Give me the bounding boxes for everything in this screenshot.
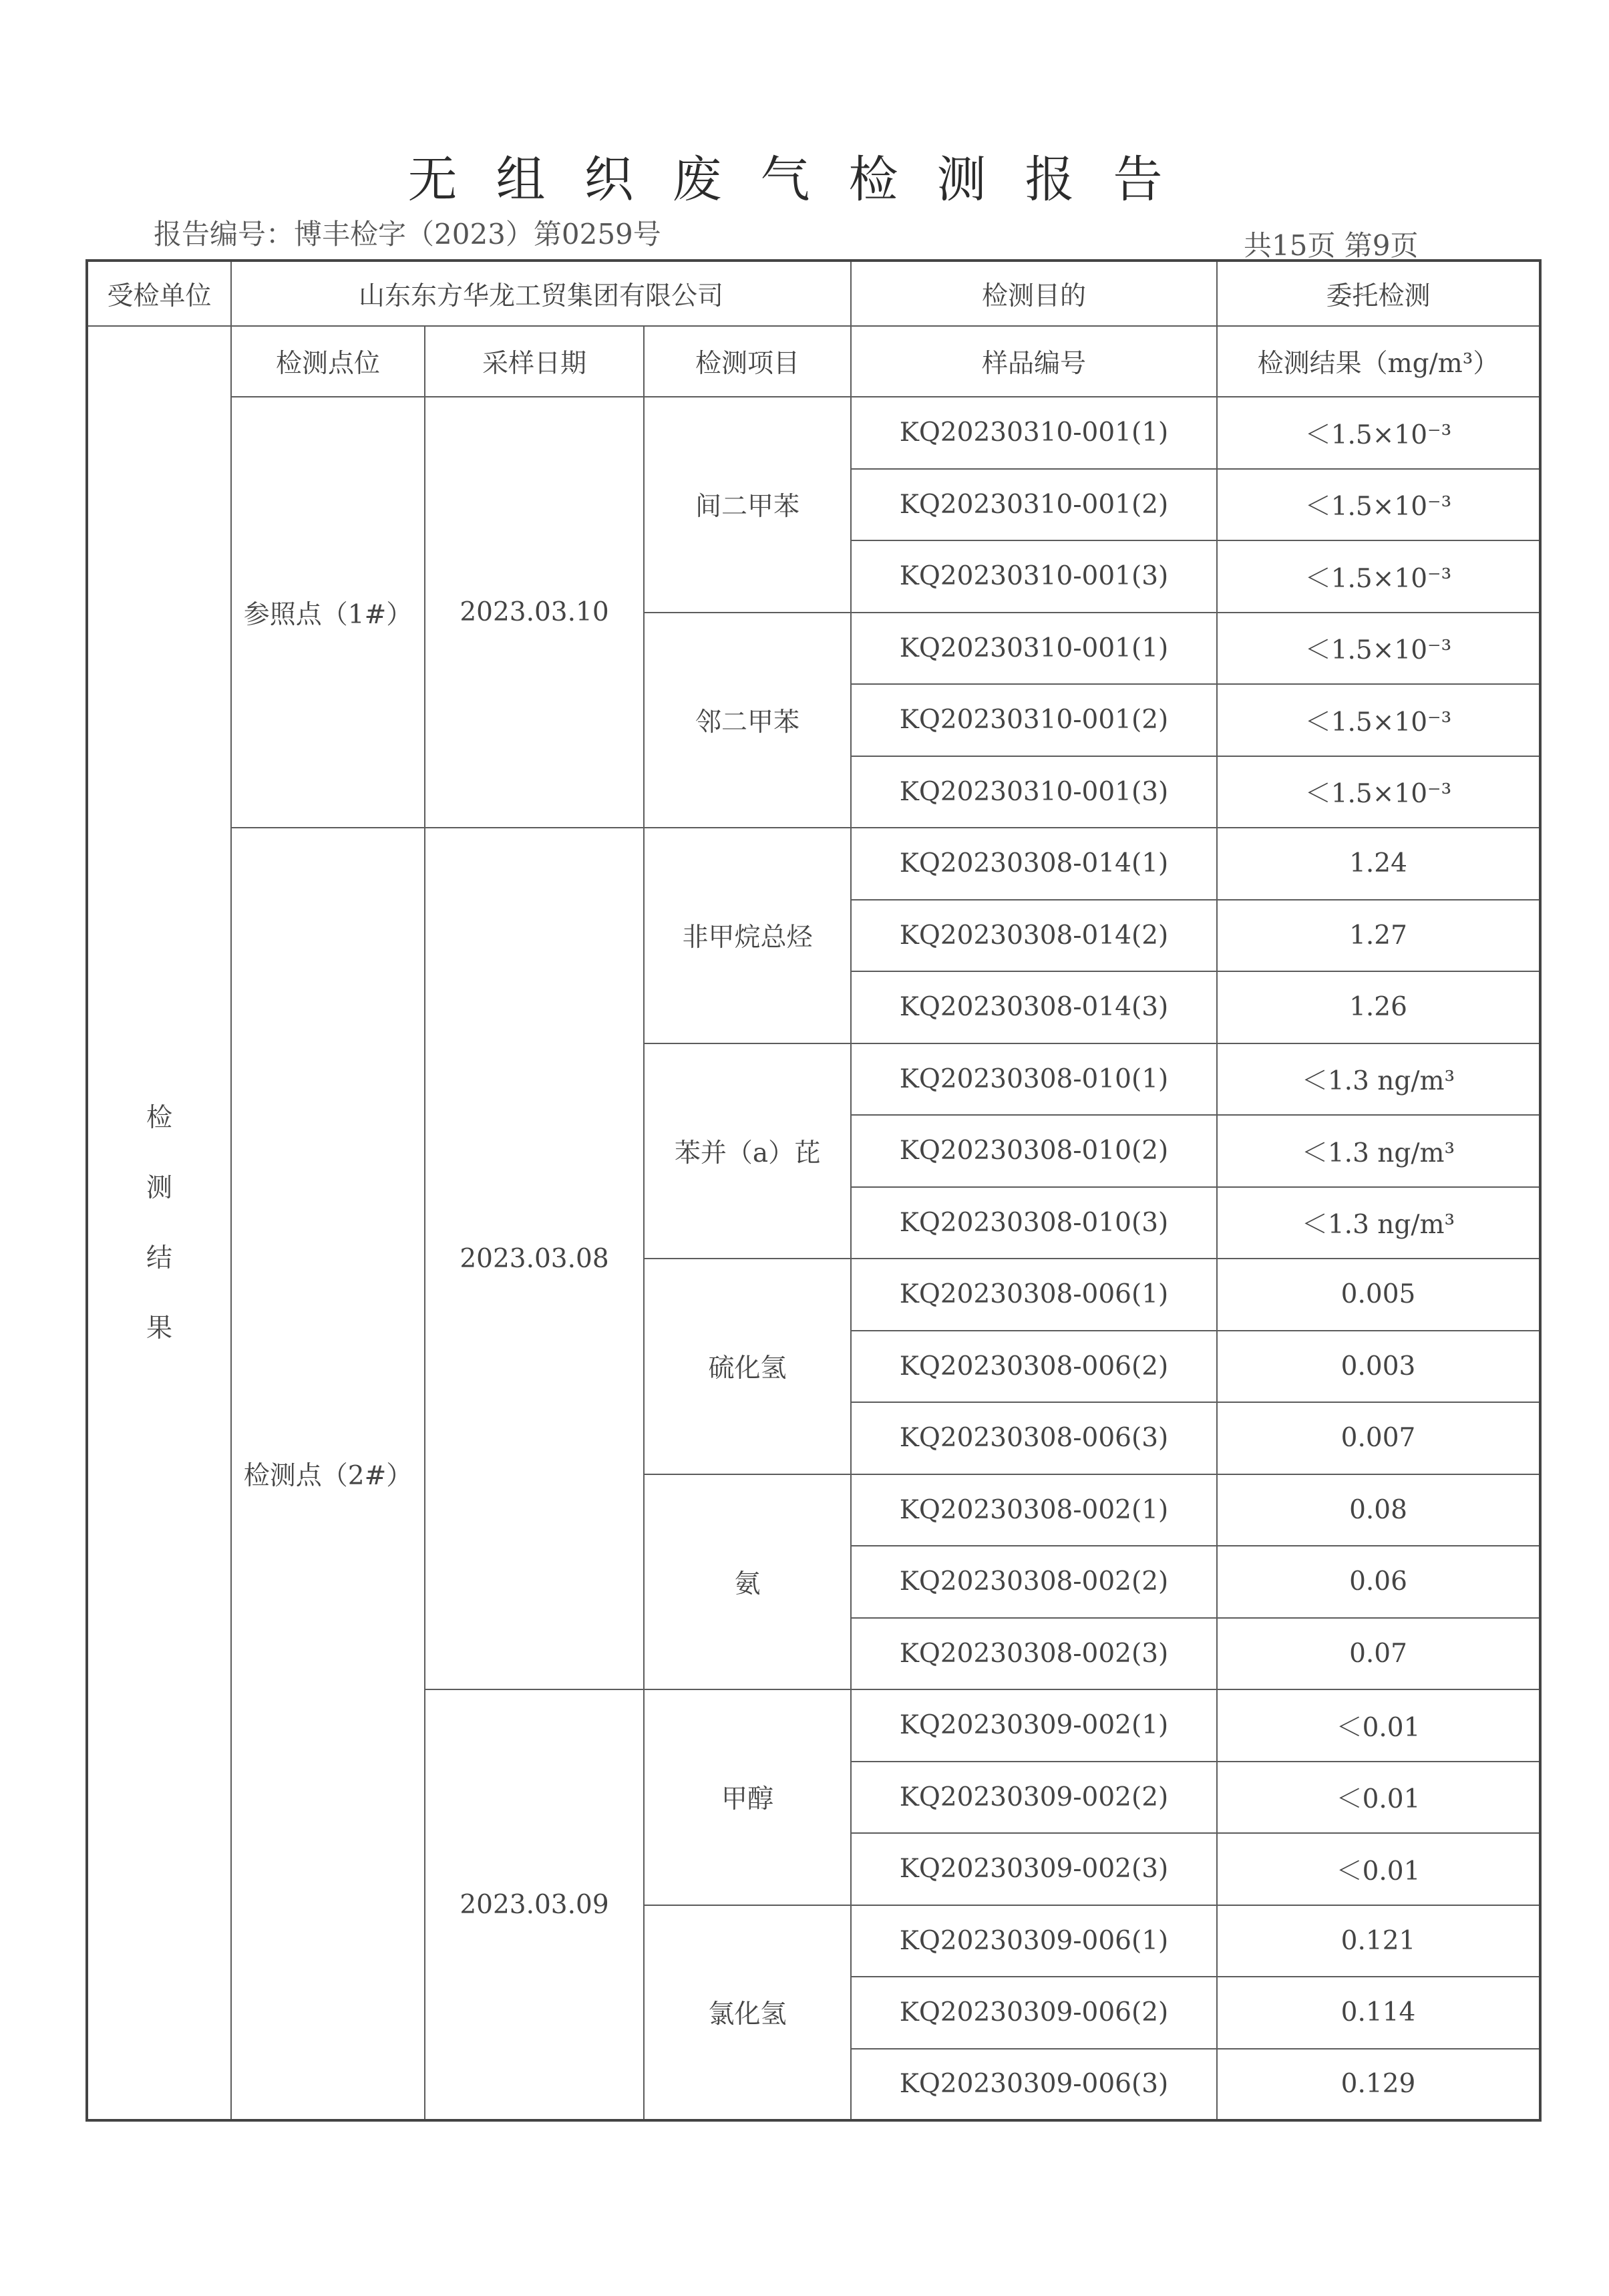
sample-id-cell: KQ20230308-006(1) xyxy=(851,1259,1217,1331)
result-cell: 0.003 xyxy=(1217,1331,1540,1403)
date-cell: 2023.03.10 xyxy=(425,397,644,828)
sample-id-cell: KQ20230308-006(3) xyxy=(851,1402,1217,1474)
sample-id-cell: KQ20230310-001(3) xyxy=(851,756,1217,828)
sample-id-cell: KQ20230310-001(2) xyxy=(851,684,1217,756)
sample-id-cell: KQ20230310-001(1) xyxy=(851,397,1217,469)
results-table xyxy=(85,259,1542,2122)
point-cell: 参照点（1#） xyxy=(231,397,425,828)
date-cell: 2023.03.09 xyxy=(425,1689,644,2120)
results-label-vertical xyxy=(87,326,231,2120)
result-cell: 0.08 xyxy=(1217,1474,1540,1546)
result-cell: 0.121 xyxy=(1217,1905,1540,1977)
sample-id-cell: KQ20230309-002(1) xyxy=(851,1689,1217,1762)
report-title: 无组织废气检测报告 xyxy=(407,151,1202,208)
result-cell: 1.27 xyxy=(1217,900,1540,972)
result-cell: 0.005 xyxy=(1217,1259,1540,1331)
report-number: 报告编号：博丰检字（2023）第0259号 xyxy=(154,218,661,251)
result-cell: ＜1.5×10⁻³ xyxy=(1217,613,1540,685)
sample-id-cell: KQ20230308-014(3) xyxy=(851,971,1217,1043)
sample-id-cell: KQ20230309-006(1) xyxy=(851,1905,1217,1977)
item-cell: 氨 xyxy=(644,1474,851,1690)
results-label-chars xyxy=(88,1083,230,1363)
col-result-header: 检测结果（mg/m³） xyxy=(1217,326,1540,397)
sample-id-cell: KQ20230308-014(2) xyxy=(851,900,1217,972)
table-row xyxy=(87,828,1540,900)
col-item-header: 检测项目 xyxy=(644,326,851,397)
result-cell: 0.06 xyxy=(1217,1546,1540,1618)
result-cell: ＜1.5×10⁻³ xyxy=(1217,756,1540,828)
sample-id-cell: KQ20230309-002(2) xyxy=(851,1762,1217,1834)
header-row-client xyxy=(87,261,1540,326)
results-label-char: 结 xyxy=(146,1243,172,1273)
result-cell: 0.007 xyxy=(1217,1402,1540,1474)
result-cell: 0.07 xyxy=(1217,1618,1540,1690)
result-cell: 0.129 xyxy=(1217,2049,1540,2121)
client-label: 受检单位 xyxy=(87,261,231,326)
result-cell: 0.114 xyxy=(1217,1977,1540,2049)
result-cell: 1.26 xyxy=(1217,971,1540,1043)
page-info: 共15页 第9页 xyxy=(1244,229,1419,262)
item-cell: 邻二甲苯 xyxy=(644,613,851,828)
sample-id-cell: KQ20230309-006(3) xyxy=(851,2049,1217,2121)
client-name: 山东东方华龙工贸集团有限公司 xyxy=(231,261,851,326)
result-cell: ＜1.5×10⁻³ xyxy=(1217,469,1540,541)
col-sample-header: 样品编号 xyxy=(851,326,1217,397)
item-cell: 苯并（a）芘 xyxy=(644,1043,851,1259)
result-cell: ＜0.01 xyxy=(1217,1833,1540,1905)
sample-id-cell: KQ20230308-014(1) xyxy=(851,828,1217,900)
results-label-char: 测 xyxy=(146,1172,172,1203)
result-cell: ＜1.5×10⁻³ xyxy=(1217,397,1540,469)
result-cell: ＜1.3 ng/m³ xyxy=(1217,1043,1540,1116)
item-cell: 非甲烷总烃 xyxy=(644,828,851,1043)
item-cell: 间二甲苯 xyxy=(644,397,851,613)
point-cell: 检测点（2#） xyxy=(231,828,425,2120)
sample-id-cell: KQ20230310-001(1) xyxy=(851,613,1217,685)
result-cell: ＜0.01 xyxy=(1217,1689,1540,1762)
sample-id-cell: KQ20230308-010(3) xyxy=(851,1187,1217,1259)
purpose-value: 委托检测 xyxy=(1217,261,1540,326)
result-cell: 1.24 xyxy=(1217,828,1540,900)
sample-id-cell: KQ20230309-002(3) xyxy=(851,1833,1217,1905)
sample-id-cell: KQ20230310-001(2) xyxy=(851,469,1217,541)
item-cell: 甲醇 xyxy=(644,1689,851,1905)
sample-id-cell: KQ20230308-010(2) xyxy=(851,1115,1217,1187)
item-cell: 硫化氢 xyxy=(644,1259,851,1474)
sample-id-cell: KQ20230310-001(3) xyxy=(851,540,1217,613)
date-cell: 2023.03.08 xyxy=(425,828,644,1689)
col-point-header: 检测点位 xyxy=(231,326,425,397)
col-date-header: 采样日期 xyxy=(425,326,644,397)
header-row-columns xyxy=(87,326,1540,397)
results-label-char: 检 xyxy=(146,1102,172,1133)
result-cell: ＜0.01 xyxy=(1217,1762,1540,1834)
sample-id-cell: KQ20230308-002(3) xyxy=(851,1618,1217,1690)
result-cell: ＜1.3 ng/m³ xyxy=(1217,1187,1540,1259)
table-row xyxy=(87,397,1540,469)
sample-id-cell: KQ20230308-002(1) xyxy=(851,1474,1217,1546)
sample-id-cell: KQ20230309-006(2) xyxy=(851,1977,1217,2049)
results-table-body xyxy=(87,261,1540,2120)
result-cell: ＜1.3 ng/m³ xyxy=(1217,1115,1540,1187)
result-cell: ＜1.5×10⁻³ xyxy=(1217,684,1540,756)
item-cell: 氯化氢 xyxy=(644,1905,851,2121)
sample-id-cell: KQ20230308-006(2) xyxy=(851,1331,1217,1403)
sample-id-cell: KQ20230308-010(1) xyxy=(851,1043,1217,1116)
sample-id-cell: KQ20230308-002(2) xyxy=(851,1546,1217,1618)
purpose-label: 检测目的 xyxy=(851,261,1217,326)
results-label-char: 果 xyxy=(146,1313,172,1343)
result-cell: ＜1.5×10⁻³ xyxy=(1217,540,1540,613)
